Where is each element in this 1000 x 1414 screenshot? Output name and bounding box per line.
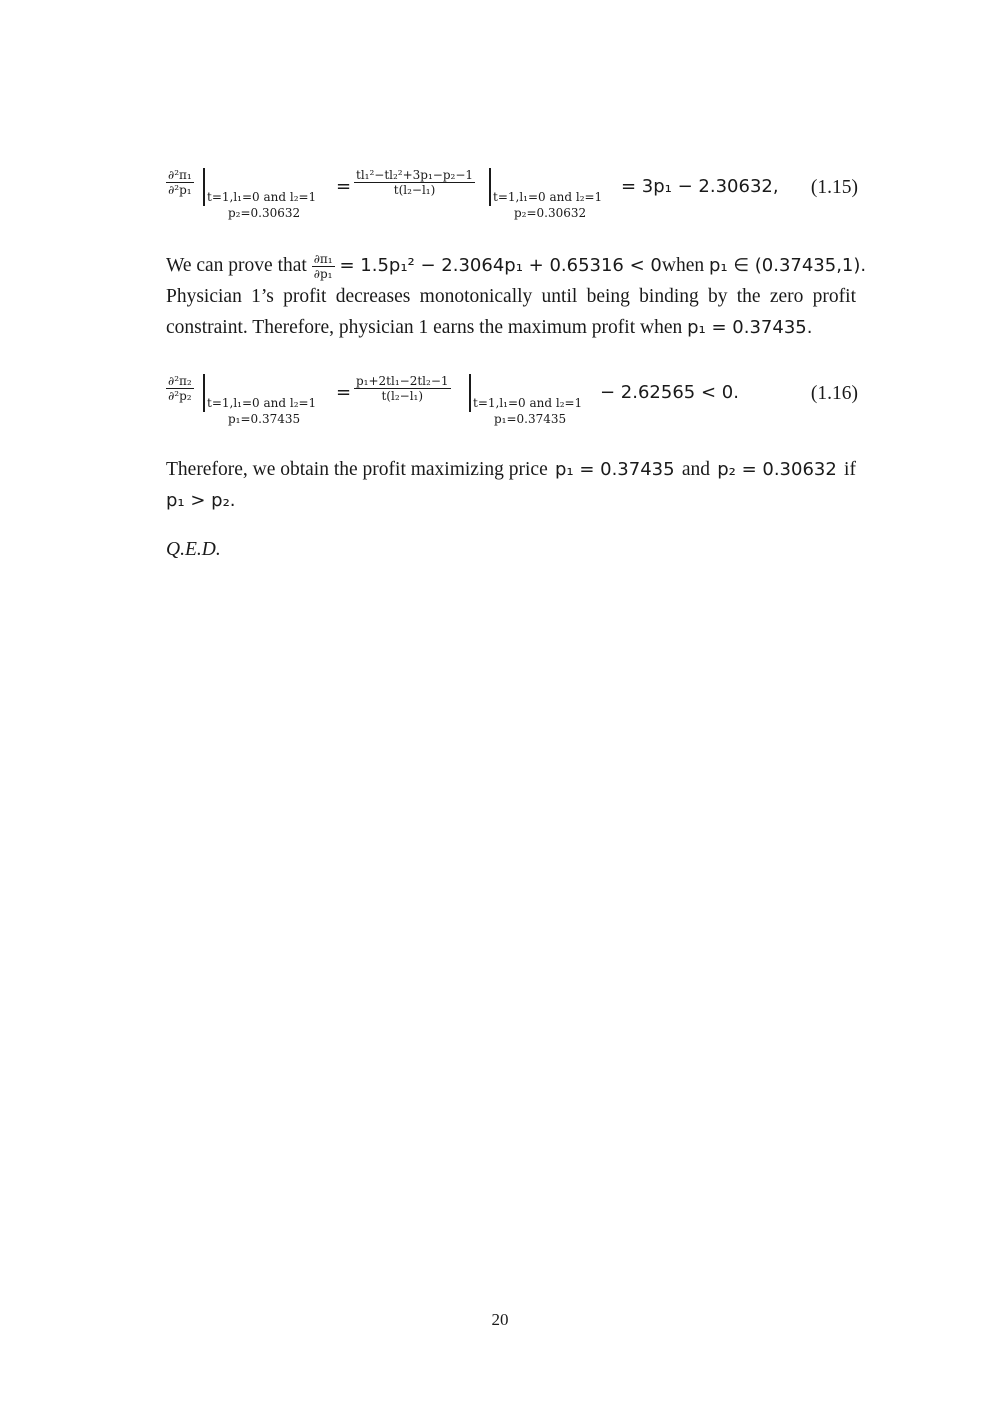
eq116-lhs-numerator: ∂²π₂ [168,374,192,388]
derivative-expression: = 1.5p₁² − 2.3064p₁ + 0.65316 < 0 [339,255,662,276]
price-condition: p₁ > p₂. [166,490,236,511]
eq116-condition-3: t=1,l₁=0 and l₂=1 [473,396,583,410]
partial-derivative-fraction [312,252,335,281]
paragraph-proof-lead: We can prove that [166,255,307,276]
paragraph-proof-line-1 [166,250,867,282]
word-when: when [661,255,705,277]
qed-mark: Q.E.D. [166,539,221,560]
paragraph-conclusion-line-1 [166,454,856,485]
eq116-lhs-denominator: ∂²p₂ [168,389,192,403]
eq115-lhs-numerator: ∂²π₁ [168,168,192,182]
eq116-rhs: − 2.62565 < 0. [600,382,739,403]
partial-derivative-denominator: ∂p₁ [313,267,333,282]
word-if: if [844,459,856,480]
eq115-eval-bar-1 [203,168,205,206]
eq116-middle-numerator: p₁+2tl₁−2tl₂−1 [356,374,449,388]
eq115-middle-fraction [354,168,475,197]
eq115-number: (1.15) [810,177,858,198]
paragraph-conclusion [166,454,856,516]
eq116-lhs-fraction [166,374,194,403]
eq116-middle-fraction [354,374,451,403]
eq116-condition-2: p₁=0.37435 [228,412,301,426]
partial-derivative-numerator: ∂π₁ [313,252,333,267]
eq116-eval-bar-1 [203,374,205,412]
eq115-condition-1: t=1,l₁=0 and l₂=1 [207,190,317,204]
eq115-condition-4: p₂=0.30632 [514,206,587,220]
paragraph-proof [166,250,867,343]
eq116-condition-4: p₁=0.37435 [494,412,567,426]
eq116-equals: = [336,382,352,403]
eq115-equals: = [336,176,352,197]
eq115-condition-3: t=1,l₁=0 and l₂=1 [493,190,603,204]
eq115-middle-denominator: t(l₂−l₁) [393,183,436,197]
paragraph-proof-line-3 [166,312,856,343]
eq115-condition-2: p₂=0.30632 [228,206,301,220]
eq115-lhs-denominator: ∂²p₁ [168,183,192,197]
eq115-rhs: = 3p₁ − 2.30632, [621,176,779,197]
word-and: and [681,459,710,480]
equation-1-15 [166,164,858,226]
eq116-eval-bar-2 [469,374,471,412]
paragraph-conclusion-text: Therefore, we obtain the profit maximizing price [166,459,548,480]
paragraph-proof-line-3-text: constraint. Therefore, physician 1 earns the maximum profit when [166,317,683,339]
eq116-condition-1: t=1,l₁=0 and l₂=1 [207,396,317,410]
page-number: 20 [491,1310,509,1329]
max-profit-price: p₁ = 0.37435. [687,317,813,339]
eq116-middle-denominator: t(l₂−l₁) [381,389,424,403]
eq115-eval-bar-2 [489,168,491,206]
equation-1-16 [166,370,858,432]
eq116-number: (1.16) [810,383,858,404]
paragraph-proof-line-2: Physician 1’s profit decreases monotonically until being binding by the zero profit [166,286,856,308]
eq115-lhs-fraction [166,168,194,197]
price-range: p₁ ∈ (0.37435,1). [708,255,867,277]
optimal-price-p1: p₁ = 0.37435 [554,459,675,480]
optimal-price-p2: p₂ = 0.30632 [717,459,837,480]
eq115-middle-numerator: tl₁²−tl₂²+3p₁−p₂−1 [356,168,474,182]
